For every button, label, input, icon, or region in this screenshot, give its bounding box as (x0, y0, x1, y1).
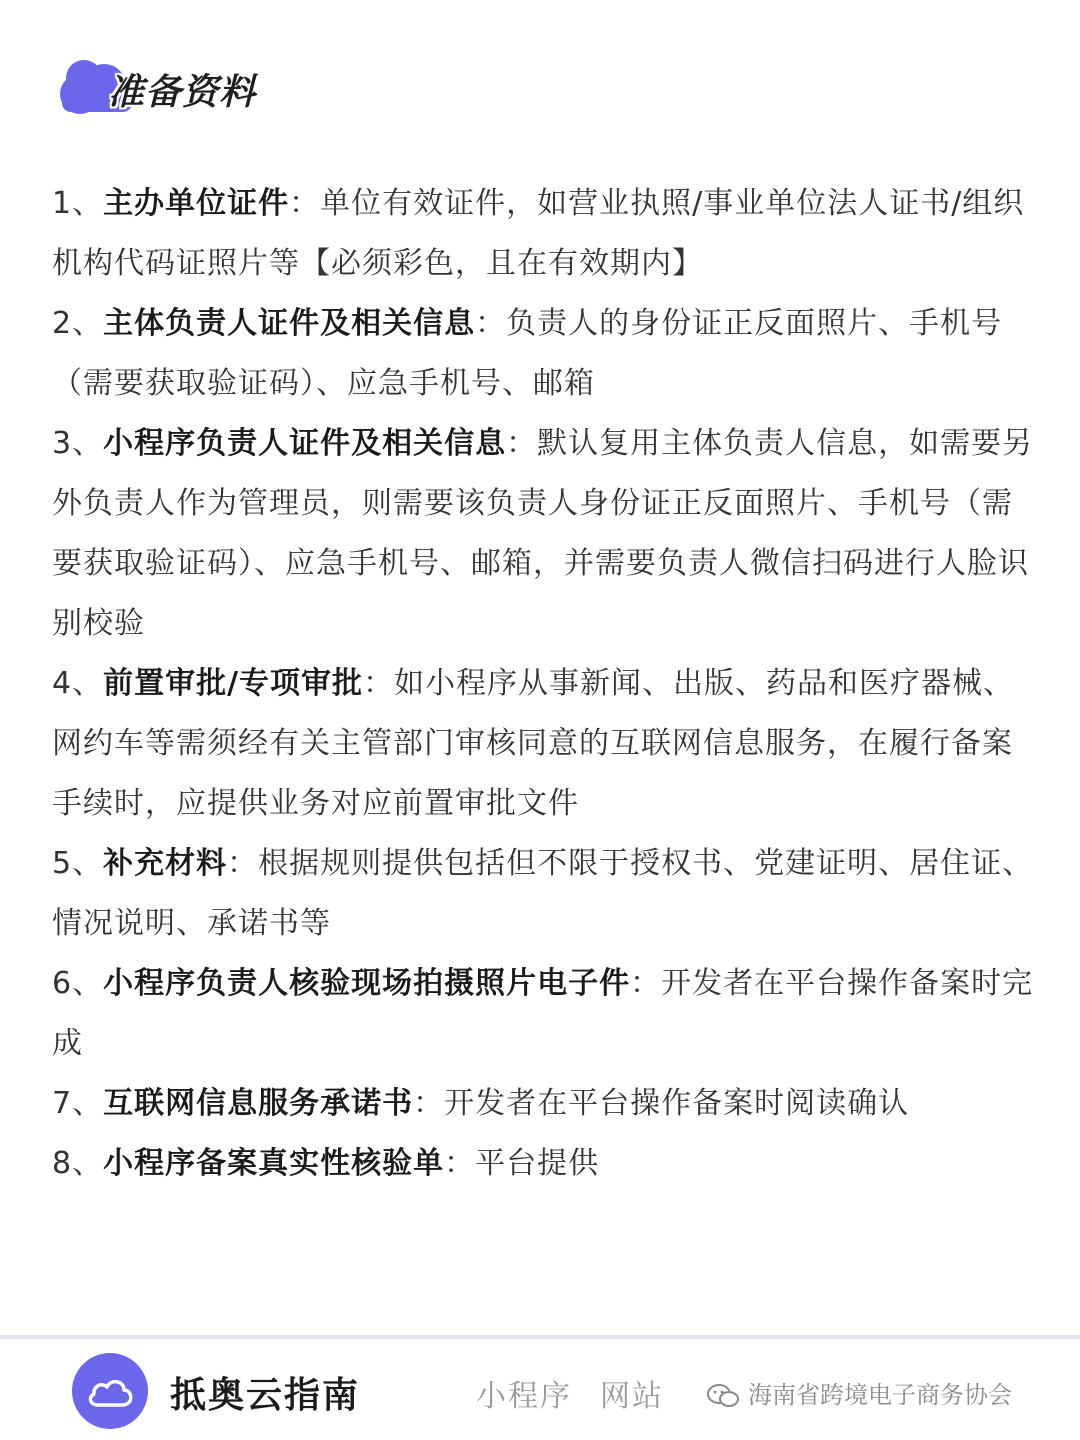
item-number: 8、 (52, 1146, 104, 1181)
item-text: 如小程序从事新闻、出版、药品和医疗器械、网约车等需须经有关主管部门审核同意的互联网信息服务，在履行备案手续时，应提供业务对应前置审批文件 (52, 666, 1015, 821)
item-text: 根据规则提供包括但不限于授权书、党建证明、居住证、情况说明、承诺书等 (52, 846, 1034, 941)
item-heading: 前置审批/专项审批 (103, 666, 364, 701)
item-number: 5、 (52, 846, 104, 881)
item-heading: 主体负责人证件及相关信息 (103, 306, 476, 341)
item-text: 单位有效证件，如营业执照/事业单位法人证书/组织机构代码证照片等【必须彩色，且在有效期内】 (52, 186, 1025, 281)
list-item (52, 414, 1037, 654)
item-separator: ： (630, 966, 662, 1001)
list-item (52, 654, 1037, 834)
brand-logo (72, 1353, 148, 1429)
item-separator: ： (444, 1146, 476, 1181)
item-heading: 互联网信息服务承诺书 (103, 1086, 414, 1121)
item-separator: ： (506, 426, 538, 461)
item-separator: ： (413, 1086, 445, 1121)
item-number: 4、 (52, 666, 104, 701)
item-text: 负责人的身份证正反面照片、手机号（需要获取验证码）、应急手机号、邮箱 (52, 306, 1003, 401)
item-number: 2、 (52, 306, 104, 341)
tag-website: 网站 (600, 1379, 664, 1414)
list-item (52, 834, 1037, 954)
watermark-text: 海南省跨境电子商务协会 (748, 1381, 1012, 1409)
section-header (58, 58, 358, 118)
list-item (52, 954, 1037, 1074)
item-text: 开发者在平台操作备案时阅读确认 (444, 1086, 910, 1121)
item-number: 6、 (52, 966, 104, 1001)
item-heading: 补充材料 (103, 846, 228, 881)
tag-miniprogram: 小程序 (476, 1379, 572, 1414)
footer (0, 1339, 1080, 1440)
cloud-icon (86, 1373, 134, 1409)
list-item (52, 1074, 1037, 1134)
item-heading: 主办单位证件 (103, 186, 290, 221)
item-number: 3、 (52, 426, 104, 461)
list-item (52, 294, 1037, 414)
section-title: 准备资料 (108, 72, 257, 113)
list-item (52, 174, 1037, 294)
item-text: 开发者在平台操作备案时完成 (52, 966, 1034, 1061)
item-heading: 小程序负责人证件及相关信息 (103, 426, 507, 461)
item-separator: ： (475, 306, 507, 341)
item-heading: 小程序备案真实性核验单 (103, 1146, 445, 1181)
brand-name: 抵奥云指南 (170, 1375, 361, 1416)
item-heading: 小程序负责人核验现场拍摄照片电子件 (103, 966, 631, 1001)
list-item (52, 1134, 1037, 1194)
watermark (706, 1375, 1012, 1410)
item-text: 平台提供 (475, 1146, 600, 1181)
footer-tags (476, 1371, 692, 1415)
item-number: 7、 (52, 1086, 104, 1121)
item-separator: ： (227, 846, 259, 881)
item-separator: ： (363, 666, 395, 701)
item-number: 1、 (52, 186, 104, 221)
wechat-icon (706, 1383, 740, 1409)
requirements-list (52, 174, 1037, 1194)
item-text: 默认复用主体负责人信息，如需要另外负责人作为管理员，则需要该负责人身份证正反面照片、手机号（需要获取验证码）、应急手机号、邮箱，并需要负责人微信扫码进行人脸识别校验 (52, 426, 1034, 641)
item-separator: ： (289, 186, 321, 221)
